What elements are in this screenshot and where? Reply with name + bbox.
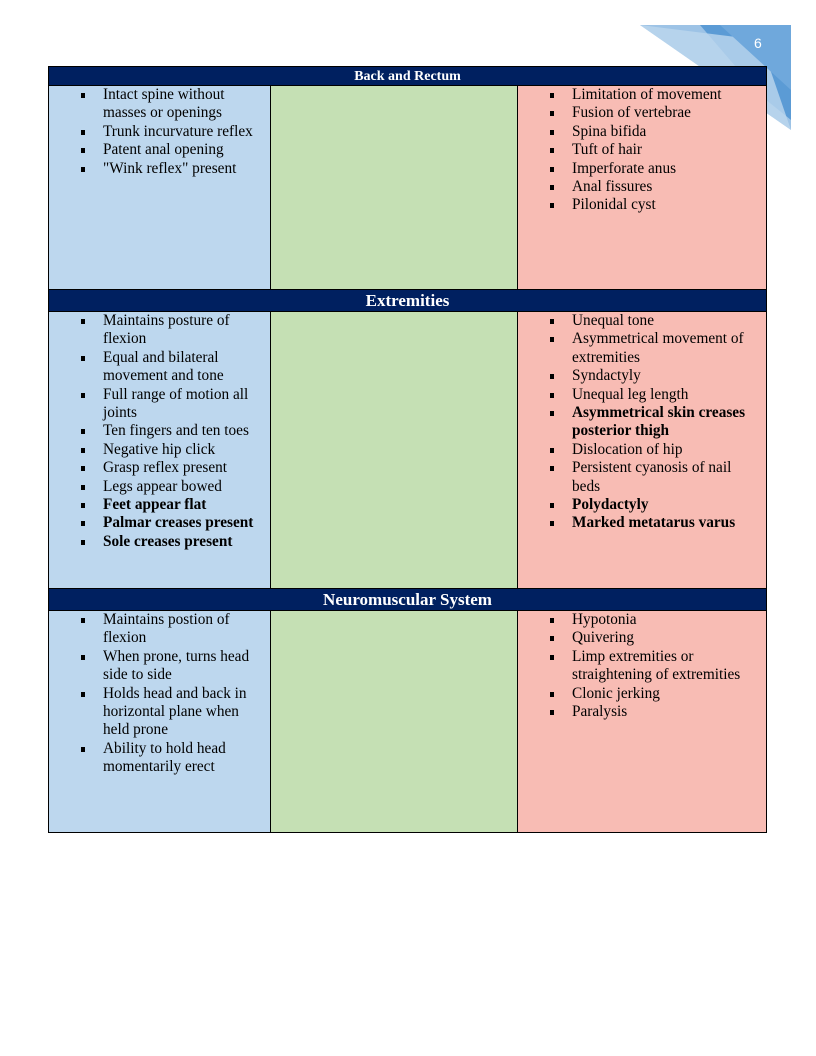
list-item-text: Polydactyly bbox=[572, 496, 649, 514]
middle-column bbox=[271, 312, 518, 588]
list-item bbox=[49, 514, 270, 532]
list-item-text: When prone, turns head side to side bbox=[103, 647, 250, 684]
bullet-icon bbox=[81, 692, 85, 697]
bullet-list bbox=[49, 312, 270, 551]
list-item-text: Ten fingers and ten toes bbox=[103, 422, 249, 440]
bullet-icon bbox=[81, 93, 85, 98]
list-item-text: Sole creases present bbox=[103, 532, 233, 550]
bullet-list bbox=[518, 312, 766, 533]
list-item bbox=[518, 514, 766, 532]
list-item-text: Marked metatarus varus bbox=[572, 514, 736, 532]
list-item-text: Spina bifida bbox=[572, 122, 647, 140]
bullet-icon bbox=[550, 167, 554, 172]
list-item-text: Limp extremities or straightening of extremities bbox=[572, 647, 741, 684]
abnormal-column bbox=[518, 312, 766, 588]
bullet-list bbox=[518, 86, 766, 215]
bullet-icon bbox=[550, 411, 554, 416]
bullet-icon bbox=[550, 655, 554, 660]
bullet-icon bbox=[550, 319, 554, 324]
bullet-icon bbox=[550, 148, 554, 153]
list-item bbox=[518, 496, 766, 514]
list-item-text: Pilonidal cyst bbox=[572, 196, 656, 214]
bullet-icon bbox=[550, 203, 554, 208]
list-item-text: Hypotonia bbox=[572, 611, 637, 628]
list-item bbox=[518, 703, 766, 721]
list-item-text: Grasp reflex present bbox=[103, 459, 228, 477]
middle-column bbox=[271, 611, 518, 832]
list-item bbox=[49, 312, 270, 349]
list-item-text: Unequal tone bbox=[572, 312, 654, 329]
section-row bbox=[49, 86, 766, 290]
list-item-text: Unequal leg length bbox=[572, 385, 689, 403]
list-item bbox=[49, 496, 270, 514]
list-item bbox=[49, 349, 270, 386]
list-item bbox=[49, 422, 270, 440]
list-item bbox=[518, 196, 766, 214]
bullet-icon bbox=[550, 503, 554, 508]
list-item bbox=[49, 611, 270, 648]
bullet-icon bbox=[81, 148, 85, 153]
list-item-text: Tuft of hair bbox=[572, 141, 642, 159]
page-number: 6 bbox=[754, 35, 762, 51]
list-item bbox=[518, 685, 766, 703]
list-item bbox=[49, 386, 270, 423]
abnormal-column bbox=[518, 86, 766, 289]
bullet-icon bbox=[550, 185, 554, 190]
list-item bbox=[49, 648, 270, 685]
abnormal-column bbox=[518, 611, 766, 832]
list-item bbox=[518, 648, 766, 685]
bullet-list bbox=[518, 611, 766, 721]
bullet-icon bbox=[81, 521, 85, 526]
bullet-icon bbox=[550, 111, 554, 116]
bullet-list bbox=[49, 86, 270, 178]
list-item bbox=[49, 478, 270, 496]
list-item-text: Trunk incurvature reflex bbox=[103, 122, 253, 140]
bullet-icon bbox=[81, 319, 85, 324]
list-item bbox=[518, 459, 766, 496]
normal-column bbox=[49, 611, 271, 832]
list-item bbox=[518, 330, 766, 367]
list-item-text: Asymmetrical skin creases posterior thigh bbox=[572, 404, 746, 440]
bullet-icon bbox=[81, 356, 85, 361]
bullet-icon bbox=[550, 393, 554, 398]
bullet-icon bbox=[81, 485, 85, 490]
list-item bbox=[518, 178, 766, 196]
list-item-text: Clonic jerking bbox=[572, 684, 660, 702]
list-item bbox=[518, 123, 766, 141]
list-item bbox=[49, 740, 270, 777]
list-item bbox=[518, 160, 766, 178]
list-item bbox=[518, 312, 766, 330]
bullet-icon bbox=[550, 337, 554, 342]
section-header: Back and Rectum bbox=[49, 67, 766, 86]
list-item-text: Quivering bbox=[572, 629, 635, 647]
list-item-text: Feet appear flat bbox=[103, 496, 207, 514]
bullet-icon bbox=[550, 636, 554, 641]
bullet-icon bbox=[81, 747, 85, 752]
list-item bbox=[49, 160, 270, 178]
bullet-icon bbox=[81, 448, 85, 453]
list-item bbox=[49, 459, 270, 477]
bullet-icon bbox=[550, 93, 554, 98]
bullet-icon bbox=[81, 655, 85, 660]
list-item-text: Equal and bilateral movement and tone bbox=[103, 348, 224, 385]
bullet-list bbox=[49, 611, 270, 777]
bullet-icon bbox=[550, 448, 554, 453]
normal-column bbox=[49, 86, 271, 289]
list-item-text: Anal fissures bbox=[572, 178, 653, 196]
bullet-icon bbox=[550, 374, 554, 379]
list-item-text: Holds head and back in horizontal plane when held prone bbox=[103, 684, 247, 739]
list-item bbox=[49, 86, 270, 123]
section-header: Extremities bbox=[49, 290, 766, 312]
list-item bbox=[518, 367, 766, 385]
list-item bbox=[49, 141, 270, 159]
list-item-text: Full range of motion all joints bbox=[103, 385, 249, 422]
bullet-icon bbox=[81, 618, 85, 623]
list-item-text: Intact spine without masses or openings bbox=[103, 86, 225, 122]
list-item bbox=[518, 104, 766, 122]
list-item-text: Imperforate anus bbox=[572, 159, 677, 177]
bullet-icon bbox=[81, 167, 85, 172]
bullet-icon bbox=[81, 393, 85, 398]
bullet-icon bbox=[81, 503, 85, 508]
normal-column bbox=[49, 312, 271, 588]
list-item bbox=[49, 533, 270, 551]
list-item-text: Fusion of vertebrae bbox=[572, 104, 691, 122]
middle-column bbox=[271, 86, 518, 289]
bullet-icon bbox=[550, 521, 554, 526]
list-item-text: Persistent cyanosis of nail beds bbox=[572, 459, 732, 495]
list-item-text: Asymmetrical movement of extremities bbox=[572, 330, 744, 366]
list-item bbox=[49, 441, 270, 459]
list-item bbox=[518, 441, 766, 459]
bullet-icon bbox=[550, 710, 554, 715]
list-item-text: Maintains postion of flexion bbox=[103, 611, 230, 647]
section-header: Neuromuscular System bbox=[49, 589, 766, 611]
list-item bbox=[518, 386, 766, 404]
list-item bbox=[518, 86, 766, 104]
list-item-text: Ability to hold head momentarily erect bbox=[103, 739, 226, 776]
list-item bbox=[518, 629, 766, 647]
section-row bbox=[49, 611, 766, 832]
section-row bbox=[49, 312, 766, 589]
list-item-text: Limitation of movement bbox=[572, 86, 722, 103]
list-item-text: Syndactyly bbox=[572, 367, 641, 385]
bullet-icon bbox=[81, 130, 85, 135]
bullet-icon bbox=[550, 130, 554, 135]
list-item-text: Patent anal opening bbox=[103, 141, 224, 159]
list-item-text: Maintains posture of flexion bbox=[103, 312, 230, 348]
bullet-icon bbox=[81, 540, 85, 545]
list-item-text: Negative hip click bbox=[103, 440, 216, 458]
bullet-icon bbox=[550, 692, 554, 697]
list-item-text: Palmar creases present bbox=[103, 514, 254, 532]
list-item bbox=[518, 404, 766, 441]
bullet-icon bbox=[81, 429, 85, 434]
bullet-icon bbox=[81, 466, 85, 471]
list-item bbox=[518, 611, 766, 629]
bullet-icon bbox=[550, 466, 554, 471]
list-item-text: "Wink reflex" present bbox=[103, 159, 237, 177]
bullet-icon bbox=[550, 618, 554, 623]
list-item bbox=[49, 685, 270, 740]
list-item-text: Paralysis bbox=[572, 703, 628, 721]
list-item-text: Dislocation of hip bbox=[572, 440, 683, 458]
list-item bbox=[49, 123, 270, 141]
assessment-table bbox=[48, 66, 767, 833]
list-item-text: Legs appear bowed bbox=[103, 477, 222, 495]
list-item bbox=[518, 141, 766, 159]
